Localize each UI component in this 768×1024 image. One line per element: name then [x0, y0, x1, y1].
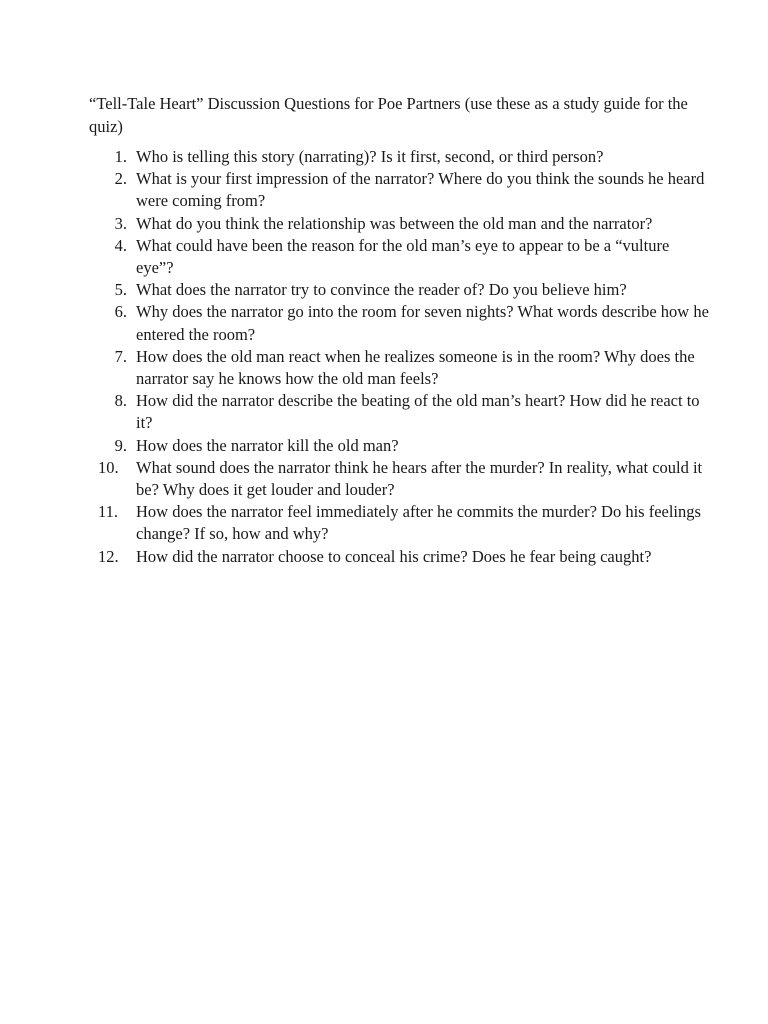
question-number: 7. — [114, 346, 127, 366]
question-item — [89, 390, 709, 434]
question-text: What sound does the narrator think he hears after the murder? In reality, what could it be? Why does it get louder and louder? — [136, 457, 703, 500]
question-number: 10. — [98, 457, 119, 477]
question-number: 3. — [114, 213, 127, 233]
question-text: What is your first impression of the narrator? Where do you think the sounds he heard were coming from? — [136, 169, 705, 211]
question-number: 6. — [114, 302, 127, 322]
question-item — [89, 235, 709, 279]
question-text: What does the narrator try to convince the reader of? Do you believe him? — [136, 280, 627, 300]
question-text: How does the narrator kill the old man? — [136, 435, 399, 455]
question-text: How did the narrator choose to conceal his crime? Does he fear being caught? — [136, 546, 652, 566]
question-item — [89, 457, 709, 501]
question-number: 8. — [114, 391, 127, 411]
question-text: What could have been the reason for the old man’s eye to appear to be a “vulture eye”? — [136, 235, 670, 278]
question-item — [89, 168, 709, 212]
question-item — [89, 435, 709, 457]
question-item — [89, 146, 709, 168]
question-number: 11. — [98, 502, 119, 522]
question-text: What do you think the relationship was between the old man and the narrator? — [136, 213, 653, 233]
question-text: Who is telling this story (narrating)? Is it first, second, or third person? — [136, 147, 604, 166]
question-number: 1. — [114, 147, 127, 166]
question-text: How did the narrator describe the beating of the old man’s heart? How did he react to it? — [136, 391, 700, 433]
question-item — [89, 501, 709, 545]
question-item — [89, 301, 709, 345]
question-item — [89, 546, 709, 568]
question-text: Why does the narrator go into the room for seven nights? What words describe how he entered the room? — [136, 302, 709, 344]
question-item — [89, 279, 709, 301]
question-item — [89, 213, 709, 235]
question-list — [89, 146, 709, 568]
question-number: 12. — [98, 546, 119, 566]
question-text: How does the old man react when he realizes someone is in the room? Why does the narrator say he knows how the old man feels? — [136, 346, 695, 389]
question-number: 2. — [114, 169, 127, 189]
question-number: 4. — [114, 235, 127, 255]
question-number: 5. — [114, 280, 127, 300]
question-number: 9. — [114, 435, 127, 455]
question-text: How does the narrator feel immediately after he commits the murder? Do his feelings change? If so, how and why? — [136, 502, 701, 544]
document-heading: “Tell-Tale Heart” Discussion Questions for Poe Partners (use these as a study guide for the quiz) — [89, 94, 688, 136]
question-item — [89, 346, 709, 390]
